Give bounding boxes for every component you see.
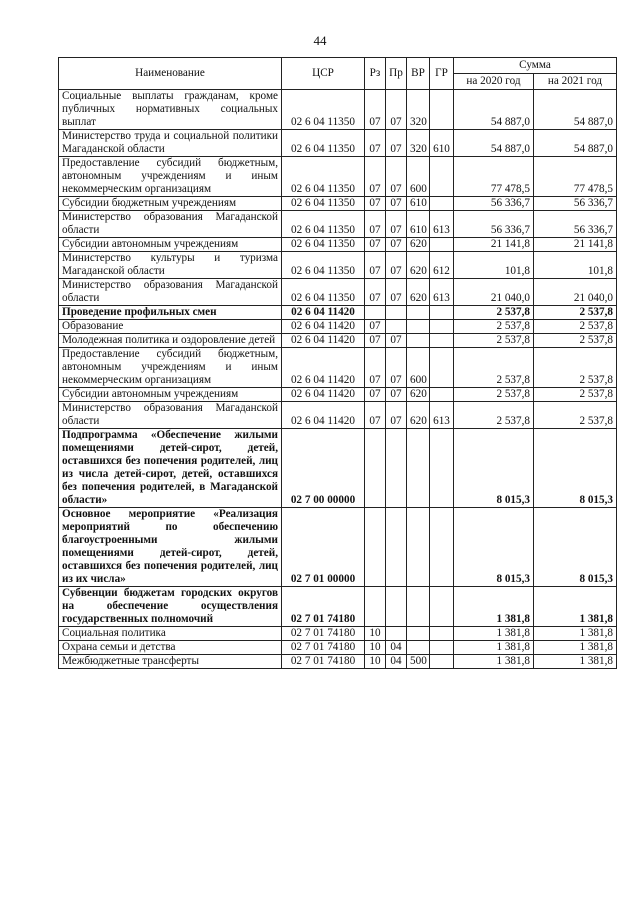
row-vr: 600	[407, 157, 430, 197]
row-pr: 07	[386, 197, 407, 211]
row-value-2021: 2 537,8	[534, 334, 617, 348]
row-gr: 613	[430, 402, 454, 429]
row-name: Проведение профильных смен	[59, 306, 282, 320]
row-gr	[430, 587, 454, 627]
row-name: Предоставление субсидий бюджетным, автономным учреждениям и иным некоммерческим организациям	[59, 157, 282, 197]
row-vr: 620	[407, 238, 430, 252]
table-body	[59, 90, 617, 669]
row-gr: 613	[430, 211, 454, 238]
row-rz	[365, 508, 386, 587]
row-value-2020: 8 015,3	[454, 429, 534, 508]
row-vr: 500	[407, 655, 430, 669]
row-gr	[430, 388, 454, 402]
row-value-2021: 21 040,0	[534, 279, 617, 306]
row-value-2021: 54 887,0	[534, 130, 617, 157]
row-rz: 10	[365, 655, 386, 669]
budget-table	[58, 57, 617, 669]
row-pr: 07	[386, 157, 407, 197]
row-rz: 07	[365, 157, 386, 197]
row-value-2021: 54 887,0	[534, 90, 617, 130]
row-csr: 02 7 00 00000	[282, 429, 365, 508]
row-name: Субсидии автономным учреждениям	[59, 238, 282, 252]
row-rz: 07	[365, 130, 386, 157]
row-value-2020: 21 040,0	[454, 279, 534, 306]
row-name: Молодежная политика и оздоровление детей	[59, 334, 282, 348]
row-value-2020: 2 537,8	[454, 388, 534, 402]
row-value-2021: 1 381,8	[534, 655, 617, 669]
row-value-2021: 1 381,8	[534, 587, 617, 627]
row-pr: 04	[386, 655, 407, 669]
row-pr: 07	[386, 238, 407, 252]
row-value-2020: 2 537,8	[454, 348, 534, 388]
row-value-2021: 56 336,7	[534, 211, 617, 238]
row-value-2020: 1 381,8	[454, 587, 534, 627]
table-row	[59, 655, 617, 669]
header-pr: Пр	[386, 58, 407, 90]
row-vr: 620	[407, 388, 430, 402]
row-gr	[430, 334, 454, 348]
row-name: Подпрограмма «Обеспечение жилыми помещениями детей-сирот, детей, оставшихся без попечения родителей, лиц из числа детей-сирот, детей, оставшихся без попечения родителей, в Магаданской области»	[59, 429, 282, 508]
row-vr	[407, 641, 430, 655]
row-pr: 07	[386, 402, 407, 429]
row-csr: 02 6 04 11350	[282, 157, 365, 197]
row-gr	[430, 508, 454, 587]
row-csr: 02 6 04 11420	[282, 388, 365, 402]
row-gr	[430, 348, 454, 388]
row-value-2021: 8 015,3	[534, 429, 617, 508]
row-csr: 02 6 04 11420	[282, 320, 365, 334]
table-row	[59, 130, 617, 157]
row-gr: 612	[430, 252, 454, 279]
row-pr	[386, 627, 407, 641]
row-csr: 02 6 04 11350	[282, 252, 365, 279]
row-name: Охрана семьи и детства	[59, 641, 282, 655]
row-rz: 07	[365, 388, 386, 402]
table-row	[59, 306, 617, 320]
row-value-2021: 8 015,3	[534, 508, 617, 587]
row-rz: 07	[365, 334, 386, 348]
row-csr: 02 6 04 11350	[282, 197, 365, 211]
header-gr: ГР	[430, 58, 454, 90]
table-row	[59, 157, 617, 197]
row-value-2020: 21 141,8	[454, 238, 534, 252]
row-value-2021: 2 537,8	[534, 306, 617, 320]
row-vr	[407, 334, 430, 348]
row-vr: 620	[407, 402, 430, 429]
table-row	[59, 211, 617, 238]
row-name: Социальные выплаты гражданам, кроме публичных нормативных социальных выплат	[59, 90, 282, 130]
row-rz: 10	[365, 641, 386, 655]
table-row	[59, 334, 617, 348]
row-pr: 07	[386, 252, 407, 279]
row-name: Субвенции бюджетам городских округов на обеспечение осуществления государственных полномочий	[59, 587, 282, 627]
table-row	[59, 641, 617, 655]
row-gr	[430, 306, 454, 320]
table-row	[59, 402, 617, 429]
row-value-2021: 77 478,5	[534, 157, 617, 197]
row-vr: 610	[407, 211, 430, 238]
row-rz: 07	[365, 320, 386, 334]
row-name: Министерство образования Магаданской области	[59, 279, 282, 306]
row-value-2020: 8 015,3	[454, 508, 534, 587]
row-rz: 07	[365, 211, 386, 238]
row-value-2021: 2 537,8	[534, 320, 617, 334]
row-value-2020: 2 537,8	[454, 402, 534, 429]
table-row	[59, 348, 617, 388]
row-name: Министерство труда и социальной политики Магаданской области	[59, 130, 282, 157]
row-gr	[430, 641, 454, 655]
row-value-2020: 101,8	[454, 252, 534, 279]
table-row	[59, 320, 617, 334]
table-row	[59, 508, 617, 587]
row-rz	[365, 587, 386, 627]
row-name: Межбюджетные трансферты	[59, 655, 282, 669]
row-value-2020: 56 336,7	[454, 211, 534, 238]
row-value-2021: 56 336,7	[534, 197, 617, 211]
row-csr: 02 7 01 74180	[282, 655, 365, 669]
row-value-2021: 1 381,8	[534, 627, 617, 641]
row-pr: 07	[386, 279, 407, 306]
row-value-2020: 56 336,7	[454, 197, 534, 211]
row-value-2020: 2 537,8	[454, 306, 534, 320]
row-csr: 02 6 04 11350	[282, 90, 365, 130]
row-rz: 07	[365, 402, 386, 429]
row-rz: 07	[365, 348, 386, 388]
row-name: Субсидии бюджетным учреждениям	[59, 197, 282, 211]
row-rz: 10	[365, 627, 386, 641]
row-pr: 07	[386, 211, 407, 238]
row-pr	[386, 429, 407, 508]
row-csr: 02 6 04 11350	[282, 238, 365, 252]
row-pr	[386, 587, 407, 627]
row-rz: 07	[365, 90, 386, 130]
row-pr: 07	[386, 130, 407, 157]
row-vr	[407, 429, 430, 508]
row-value-2020: 1 381,8	[454, 655, 534, 669]
row-name: Министерство образования Магаданской области	[59, 402, 282, 429]
row-csr: 02 6 04 11420	[282, 334, 365, 348]
header-2020: на 2020 год	[454, 74, 534, 90]
row-value-2021: 101,8	[534, 252, 617, 279]
row-pr	[386, 306, 407, 320]
row-csr: 02 7 01 74180	[282, 627, 365, 641]
table-row	[59, 90, 617, 130]
row-csr: 02 6 04 11420	[282, 402, 365, 429]
row-value-2021: 1 381,8	[534, 641, 617, 655]
row-pr	[386, 320, 407, 334]
row-value-2021: 2 537,8	[534, 348, 617, 388]
row-value-2020: 2 537,8	[454, 334, 534, 348]
header-name: Наименование	[59, 58, 282, 90]
row-csr: 02 7 01 74180	[282, 587, 365, 627]
row-csr: 02 7 01 74180	[282, 641, 365, 655]
row-rz: 07	[365, 279, 386, 306]
row-name: Предоставление субсидий бюджетным, автономным учреждениям и иным некоммерческим организациям	[59, 348, 282, 388]
row-gr	[430, 429, 454, 508]
row-csr: 02 6 04 11420	[282, 348, 365, 388]
table-row	[59, 429, 617, 508]
row-pr: 07	[386, 334, 407, 348]
header-vr: ВР	[407, 58, 430, 90]
row-gr	[430, 197, 454, 211]
row-gr	[430, 157, 454, 197]
row-name: Субсидии автономным учреждениям	[59, 388, 282, 402]
row-name: Социальная политика	[59, 627, 282, 641]
row-csr: 02 6 04 11350	[282, 130, 365, 157]
row-value-2020: 54 887,0	[454, 90, 534, 130]
table-row	[59, 627, 617, 641]
row-vr	[407, 306, 430, 320]
table-row	[59, 238, 617, 252]
row-name: Образование	[59, 320, 282, 334]
row-gr	[430, 320, 454, 334]
row-vr: 620	[407, 252, 430, 279]
row-vr	[407, 320, 430, 334]
row-csr: 02 6 04 11350	[282, 211, 365, 238]
row-rz: 07	[365, 238, 386, 252]
row-gr: 613	[430, 279, 454, 306]
row-vr	[407, 508, 430, 587]
row-pr: 07	[386, 348, 407, 388]
row-value-2021: 2 537,8	[534, 402, 617, 429]
row-vr: 600	[407, 348, 430, 388]
row-vr: 620	[407, 279, 430, 306]
header-rz: Рз	[365, 58, 386, 90]
row-pr: 07	[386, 388, 407, 402]
table-row	[59, 388, 617, 402]
row-value-2021: 2 537,8	[534, 388, 617, 402]
row-pr: 04	[386, 641, 407, 655]
table-row	[59, 279, 617, 306]
row-name: Основное мероприятие «Реализация мероприятий по обеспечению благоустроенными жилыми помещениями детей-сирот, детей, оставшихся без попечения родителей, лиц из их числа»	[59, 508, 282, 587]
row-gr	[430, 238, 454, 252]
header-csr: ЦСР	[282, 58, 365, 90]
row-value-2020: 54 887,0	[454, 130, 534, 157]
row-value-2021: 21 141,8	[534, 238, 617, 252]
row-vr	[407, 627, 430, 641]
table-row	[59, 252, 617, 279]
row-pr: 07	[386, 90, 407, 130]
table-row	[59, 587, 617, 627]
table-row	[59, 197, 617, 211]
row-value-2020: 2 537,8	[454, 320, 534, 334]
row-gr	[430, 90, 454, 130]
row-name: Министерство образования Магаданской области	[59, 211, 282, 238]
row-value-2020: 77 478,5	[454, 157, 534, 197]
row-vr: 610	[407, 197, 430, 211]
row-csr: 02 7 01 00000	[282, 508, 365, 587]
row-vr: 320	[407, 90, 430, 130]
row-gr	[430, 627, 454, 641]
row-value-2020: 1 381,8	[454, 641, 534, 655]
header-sum: Сумма	[454, 58, 617, 74]
row-pr	[386, 508, 407, 587]
row-rz: 07	[365, 197, 386, 211]
row-csr: 02 6 04 11350	[282, 279, 365, 306]
page-number: 44	[313, 33, 327, 48]
row-name: Министерство культуры и туризма Магаданской области	[59, 252, 282, 279]
header-2021: на 2021 год	[534, 74, 617, 90]
row-value-2020: 1 381,8	[454, 627, 534, 641]
row-vr: 320	[407, 130, 430, 157]
row-csr: 02 6 04 11420	[282, 306, 365, 320]
row-rz	[365, 429, 386, 508]
row-rz	[365, 306, 386, 320]
row-gr	[430, 655, 454, 669]
row-rz: 07	[365, 252, 386, 279]
row-gr: 610	[430, 130, 454, 157]
row-vr	[407, 587, 430, 627]
